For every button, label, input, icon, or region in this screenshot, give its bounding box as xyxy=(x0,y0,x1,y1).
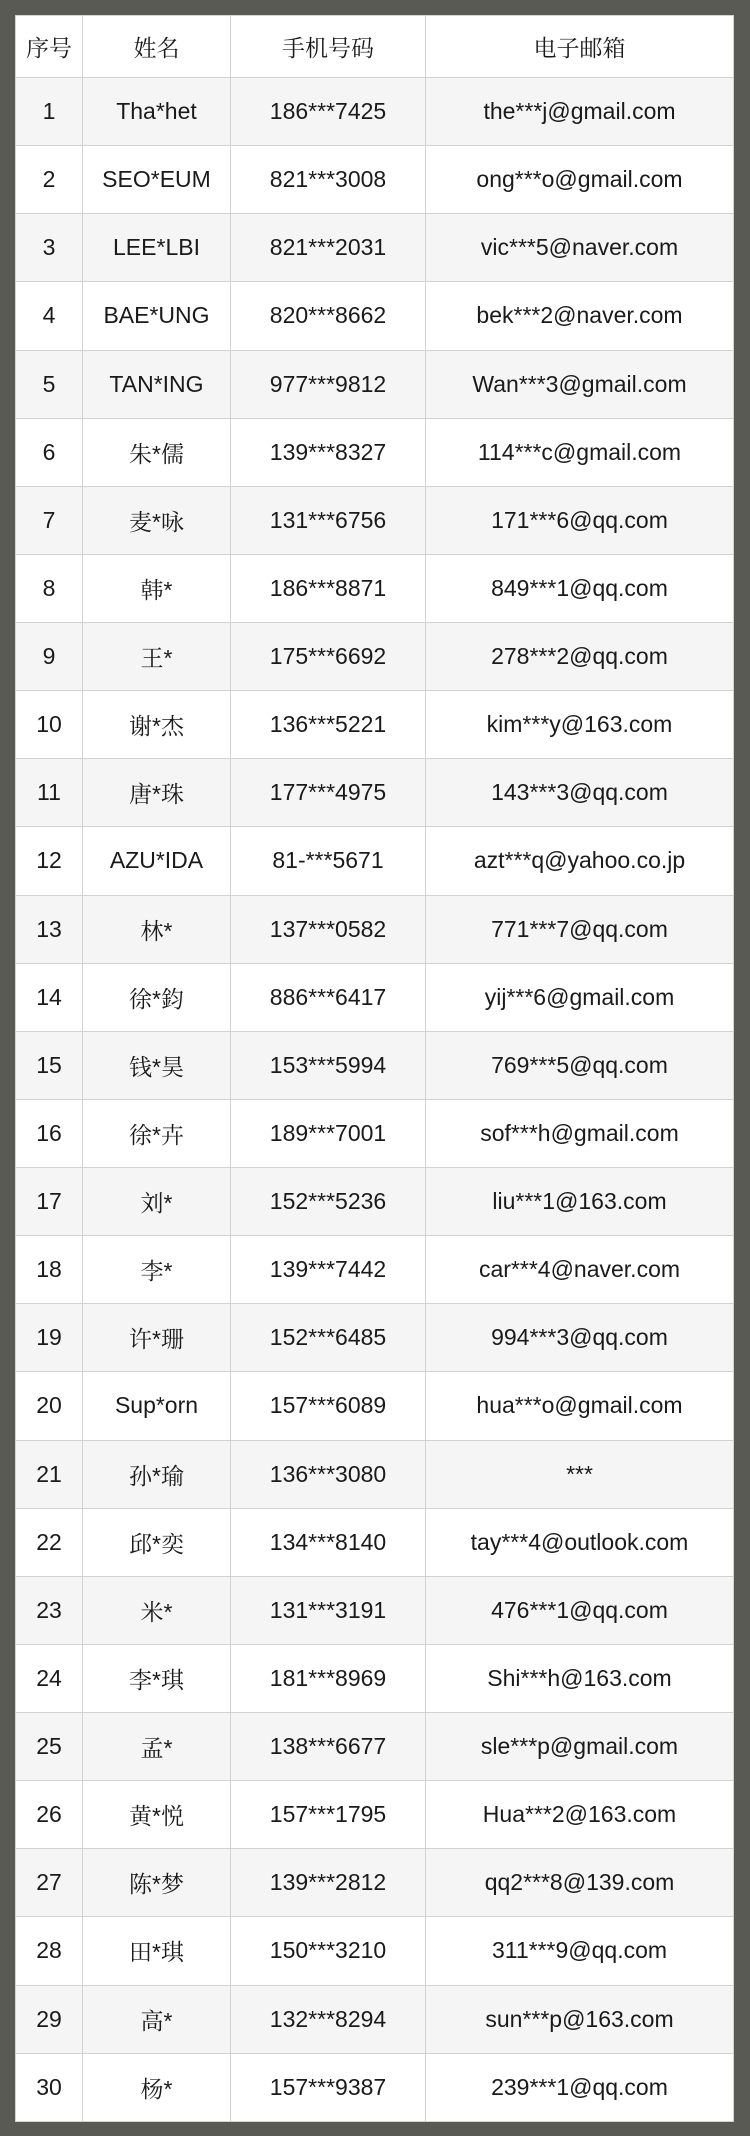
cell-phone: 186***8871 xyxy=(231,554,426,622)
cell-index: 5 xyxy=(16,350,83,418)
table-row xyxy=(16,554,734,622)
cell-index: 29 xyxy=(16,1985,83,2053)
cell-name: Tha*het xyxy=(83,78,231,146)
cell-email: bek***2@naver.com xyxy=(426,282,734,350)
cell-phone: 139***2812 xyxy=(231,1849,426,1917)
header-index: 序号 xyxy=(16,16,83,78)
table-row xyxy=(16,214,734,282)
cell-email: 114***c@gmail.com xyxy=(426,418,734,486)
table-row xyxy=(16,1440,734,1508)
cell-phone: 150***3210 xyxy=(231,1917,426,1985)
table-body xyxy=(16,78,734,2122)
cell-email: vic***5@naver.com xyxy=(426,214,734,282)
cell-name: 陈*梦 xyxy=(83,1849,231,1917)
table-row xyxy=(16,1168,734,1236)
cell-email: liu***1@163.com xyxy=(426,1168,734,1236)
table-header-row xyxy=(16,16,734,78)
cell-email: car***4@naver.com xyxy=(426,1236,734,1304)
cell-email: 476***1@qq.com xyxy=(426,1576,734,1644)
cell-phone: 136***5221 xyxy=(231,691,426,759)
cell-name: SEO*EUM xyxy=(83,146,231,214)
cell-phone: 139***7442 xyxy=(231,1236,426,1304)
cell-email: 278***2@qq.com xyxy=(426,623,734,691)
cell-phone: 132***8294 xyxy=(231,1985,426,2053)
cell-name: 高* xyxy=(83,1985,231,2053)
cell-email: 143***3@qq.com xyxy=(426,759,734,827)
cell-index: 24 xyxy=(16,1644,83,1712)
table-row xyxy=(16,1849,734,1917)
cell-name: 田*琪 xyxy=(83,1917,231,1985)
cell-email: sle***p@gmail.com xyxy=(426,1713,734,1781)
cell-name: 孟* xyxy=(83,1713,231,1781)
cell-phone: 157***9387 xyxy=(231,2053,426,2121)
table-row xyxy=(16,1985,734,2053)
cell-index: 6 xyxy=(16,418,83,486)
cell-index: 19 xyxy=(16,1304,83,1372)
table-row xyxy=(16,1781,734,1849)
cell-name: 米* xyxy=(83,1576,231,1644)
cell-phone: 157***6089 xyxy=(231,1372,426,1440)
cell-index: 18 xyxy=(16,1236,83,1304)
cell-index: 15 xyxy=(16,1031,83,1099)
header-phone: 手机号码 xyxy=(231,16,426,78)
contact-table xyxy=(15,15,734,2122)
cell-name: 邱*奕 xyxy=(83,1508,231,1576)
cell-index: 20 xyxy=(16,1372,83,1440)
cell-index: 14 xyxy=(16,963,83,1031)
table-row xyxy=(16,1236,734,1304)
table-row xyxy=(16,827,734,895)
table-row xyxy=(16,1713,734,1781)
cell-name: 林* xyxy=(83,895,231,963)
cell-phone: 189***7001 xyxy=(231,1099,426,1167)
cell-phone: 175***6692 xyxy=(231,623,426,691)
cell-email: Wan***3@gmail.com xyxy=(426,350,734,418)
cell-index: 25 xyxy=(16,1713,83,1781)
contact-list-sheet xyxy=(15,15,733,2121)
cell-name: 孙*瑜 xyxy=(83,1440,231,1508)
cell-index: 21 xyxy=(16,1440,83,1508)
table-row xyxy=(16,350,734,418)
cell-phone: 137***0582 xyxy=(231,895,426,963)
cell-index: 23 xyxy=(16,1576,83,1644)
cell-index: 11 xyxy=(16,759,83,827)
cell-index: 10 xyxy=(16,691,83,759)
cell-email: 239***1@qq.com xyxy=(426,2053,734,2121)
cell-email: 994***3@qq.com xyxy=(426,1304,734,1372)
cell-name: 麦*咏 xyxy=(83,486,231,554)
cell-phone: 821***3008 xyxy=(231,146,426,214)
table-row xyxy=(16,1644,734,1712)
table-row xyxy=(16,146,734,214)
cell-phone: 181***8969 xyxy=(231,1644,426,1712)
cell-index: 30 xyxy=(16,2053,83,2121)
cell-index: 26 xyxy=(16,1781,83,1849)
cell-name: 唐*珠 xyxy=(83,759,231,827)
cell-name: 李* xyxy=(83,1236,231,1304)
cell-email: sof***h@gmail.com xyxy=(426,1099,734,1167)
table-row xyxy=(16,1576,734,1644)
cell-phone: 186***7425 xyxy=(231,78,426,146)
header-email: 电子邮箱 xyxy=(426,16,734,78)
cell-index: 22 xyxy=(16,1508,83,1576)
cell-index: 16 xyxy=(16,1099,83,1167)
cell-email: ong***o@gmail.com xyxy=(426,146,734,214)
cell-phone: 157***1795 xyxy=(231,1781,426,1849)
cell-phone: 138***6677 xyxy=(231,1713,426,1781)
table-row xyxy=(16,963,734,1031)
cell-phone: 131***3191 xyxy=(231,1576,426,1644)
cell-name: 杨* xyxy=(83,2053,231,2121)
cell-name: AZU*IDA xyxy=(83,827,231,895)
cell-index: 4 xyxy=(16,282,83,350)
cell-name: Sup*orn xyxy=(83,1372,231,1440)
cell-name: 韩* xyxy=(83,554,231,622)
cell-email: sun***p@163.com xyxy=(426,1985,734,2053)
table-row xyxy=(16,895,734,963)
table-row xyxy=(16,623,734,691)
table-row xyxy=(16,691,734,759)
cell-index: 7 xyxy=(16,486,83,554)
cell-name: LEE*LBI xyxy=(83,214,231,282)
cell-phone: 886***6417 xyxy=(231,963,426,1031)
table-row xyxy=(16,418,734,486)
cell-phone: 152***6485 xyxy=(231,1304,426,1372)
cell-index: 2 xyxy=(16,146,83,214)
cell-email: the***j@gmail.com xyxy=(426,78,734,146)
cell-email: 771***7@qq.com xyxy=(426,895,734,963)
table-row xyxy=(16,1372,734,1440)
cell-email: yij***6@gmail.com xyxy=(426,963,734,1031)
cell-email: azt***q@yahoo.co.jp xyxy=(426,827,734,895)
cell-phone: 134***8140 xyxy=(231,1508,426,1576)
cell-phone: 153***5994 xyxy=(231,1031,426,1099)
cell-phone: 136***3080 xyxy=(231,1440,426,1508)
cell-email: qq2***8@139.com xyxy=(426,1849,734,1917)
cell-phone: 821***2031 xyxy=(231,214,426,282)
cell-name: 徐*卉 xyxy=(83,1099,231,1167)
cell-name: 朱*儒 xyxy=(83,418,231,486)
cell-index: 8 xyxy=(16,554,83,622)
cell-name: 谢*杰 xyxy=(83,691,231,759)
table-row xyxy=(16,1917,734,1985)
table-row xyxy=(16,1031,734,1099)
cell-name: 黄*悦 xyxy=(83,1781,231,1849)
cell-email: 849***1@qq.com xyxy=(426,554,734,622)
cell-phone: 177***4975 xyxy=(231,759,426,827)
cell-index: 17 xyxy=(16,1168,83,1236)
cell-name: 王* xyxy=(83,623,231,691)
cell-email: 769***5@qq.com xyxy=(426,1031,734,1099)
table-row xyxy=(16,78,734,146)
cell-index: 27 xyxy=(16,1849,83,1917)
table-row xyxy=(16,1099,734,1167)
table-row xyxy=(16,282,734,350)
cell-name: BAE*UNG xyxy=(83,282,231,350)
cell-index: 9 xyxy=(16,623,83,691)
table-row xyxy=(16,1508,734,1576)
cell-phone: 977***9812 xyxy=(231,350,426,418)
cell-name: 许*珊 xyxy=(83,1304,231,1372)
table-row xyxy=(16,486,734,554)
table-row xyxy=(16,1304,734,1372)
cell-name: 钱*昊 xyxy=(83,1031,231,1099)
cell-email: Hua***2@163.com xyxy=(426,1781,734,1849)
cell-email: *** xyxy=(426,1440,734,1508)
cell-phone: 139***8327 xyxy=(231,418,426,486)
cell-email: Shi***h@163.com xyxy=(426,1644,734,1712)
cell-email: hua***o@gmail.com xyxy=(426,1372,734,1440)
cell-name: 李*琪 xyxy=(83,1644,231,1712)
cell-email: tay***4@outlook.com xyxy=(426,1508,734,1576)
cell-name: 徐*鈞 xyxy=(83,963,231,1031)
cell-index: 12 xyxy=(16,827,83,895)
cell-phone: 81-***5671 xyxy=(231,827,426,895)
header-name: 姓名 xyxy=(83,16,231,78)
cell-phone: 152***5236 xyxy=(231,1168,426,1236)
cell-email: kim***y@163.com xyxy=(426,691,734,759)
cell-index: 3 xyxy=(16,214,83,282)
cell-name: TAN*ING xyxy=(83,350,231,418)
cell-email: 311***9@qq.com xyxy=(426,1917,734,1985)
table-row xyxy=(16,2053,734,2121)
table-row xyxy=(16,759,734,827)
cell-phone: 131***6756 xyxy=(231,486,426,554)
cell-index: 1 xyxy=(16,78,83,146)
cell-index: 28 xyxy=(16,1917,83,1985)
cell-index: 13 xyxy=(16,895,83,963)
cell-phone: 820***8662 xyxy=(231,282,426,350)
cell-email: 171***6@qq.com xyxy=(426,486,734,554)
cell-name: 刘* xyxy=(83,1168,231,1236)
